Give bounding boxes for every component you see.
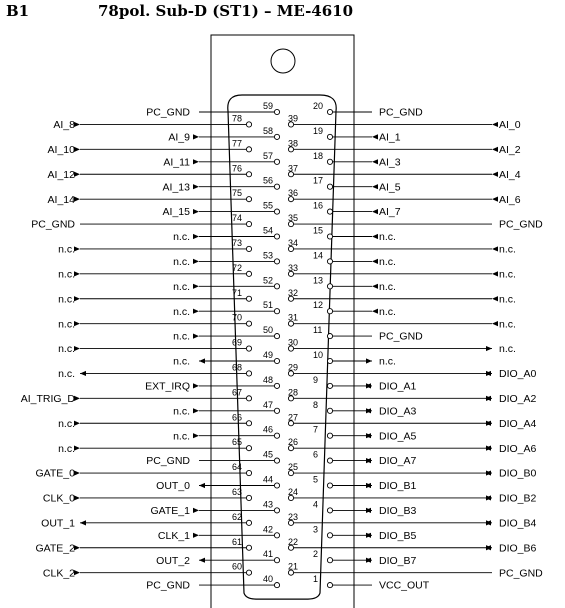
pin-61-contact <box>246 545 251 550</box>
pin-25-arrow-b <box>485 470 491 475</box>
pin-29-number: 29 <box>288 362 299 373</box>
pin-66-contact <box>246 421 251 426</box>
pin-5-contact <box>327 483 332 488</box>
pin-42-contact <box>274 533 279 538</box>
pin-48-signal: EXT_IRQ <box>145 380 190 393</box>
pin-48-number: 48 <box>263 374 274 385</box>
pin-14-signal: n.c. <box>379 256 396 268</box>
pin-47-number: 47 <box>263 399 274 410</box>
figure-label: B1 <box>6 2 30 20</box>
pin-50-contact <box>274 334 279 339</box>
pin-63-number: 63 <box>232 486 243 497</box>
pin-22-signal: DIO_B6 <box>499 542 537 555</box>
pin-12-signal: n.c. <box>379 305 396 318</box>
pin-10-contact <box>327 358 332 363</box>
pin-60-number: 60 <box>232 561 243 572</box>
pin-20-signal: PC_GND <box>379 106 423 119</box>
pin-20-contact <box>327 109 332 114</box>
pin-72-number: 72 <box>232 262 243 273</box>
figure-title: 78pol. Sub-D (ST1) – ME-4610 <box>98 2 354 20</box>
pin-44-contact <box>274 483 279 488</box>
pin-7-contact <box>327 433 332 438</box>
pin-7-arrow-b <box>365 433 371 438</box>
pin-58-contact <box>274 134 279 139</box>
pin-43-signal: GATE_1 <box>150 505 190 517</box>
pin-2-arrow-b <box>365 558 371 563</box>
pin-16-contact <box>327 209 332 214</box>
pin-37-arrow <box>492 172 498 177</box>
pin-64-signal: GATE_0 <box>35 467 75 480</box>
pin-28-arrow-b <box>485 396 491 401</box>
pin-41-contact <box>274 558 279 563</box>
pin-4-contact <box>327 508 332 513</box>
pin-22-arrow-b <box>485 545 491 550</box>
pin-49-number: 49 <box>263 350 274 360</box>
pin-28-number: 28 <box>288 387 299 398</box>
pin-71-signal: n.c. <box>58 293 75 306</box>
pin-11-number: 11 <box>313 325 323 336</box>
pin-78-contact <box>246 122 251 127</box>
pin-5-signal: DIO_B1 <box>379 480 417 493</box>
pin-64-contact <box>246 470 251 475</box>
pin-35-signal: PC_GND <box>499 218 543 231</box>
pin-54-signal: n.c. <box>173 231 190 244</box>
pin-72-contact <box>246 271 251 276</box>
pin-36-number: 36 <box>288 188 299 199</box>
pin-51-arrow <box>193 309 199 314</box>
pin-47-arrow <box>193 408 199 413</box>
pin-76-signal: AI_12 <box>47 168 75 181</box>
pin-23-number: 23 <box>288 511 299 522</box>
pin-39-number: 39 <box>288 113 299 124</box>
pin-6-contact <box>327 458 332 463</box>
pin-46-arrow <box>193 433 199 438</box>
pin-60-signal: CLK_2 <box>42 567 75 580</box>
pin-50-signal: n.c. <box>173 330 190 343</box>
pin-64-number: 64 <box>232 462 243 473</box>
pin-31-number: 31 <box>288 312 299 323</box>
pin-59-number: 59 <box>263 101 274 111</box>
pin-56-number: 56 <box>263 175 274 186</box>
pin-55-arrow <box>193 209 199 214</box>
pin-10-arrow <box>366 358 372 363</box>
pin-52-contact <box>274 284 279 289</box>
pin-27-number: 27 <box>288 412 299 423</box>
pin-23-arrow-b <box>485 520 491 525</box>
pin-45-contact <box>274 458 279 463</box>
pin-73-signal: n.c. <box>58 243 75 256</box>
pin-8-number: 8 <box>313 399 319 410</box>
pin-54-contact <box>274 234 279 239</box>
pin-19-number: 19 <box>313 125 324 136</box>
pin-16-arrow <box>372 209 378 214</box>
pin-1-number: 1 <box>313 574 319 585</box>
pin-21-signal: PC_GND <box>499 567 543 580</box>
pin-75-contact <box>246 197 251 202</box>
pin-48-contact <box>274 383 279 388</box>
pin-55-contact <box>274 209 279 214</box>
pin-41-number: 41 <box>263 549 274 560</box>
pin-75-number: 75 <box>232 188 243 199</box>
pin-41-signal: OUT_2 <box>156 554 190 567</box>
pin-26-arrow-b <box>485 446 491 451</box>
pin-47-contact <box>274 408 279 413</box>
pin-26-signal: DIO_A6 <box>499 442 537 455</box>
pin-74-number: 74 <box>232 213 243 224</box>
pin-67-contact <box>246 396 251 401</box>
pin-14-contact <box>327 259 332 264</box>
pin-37-signal: AI_4 <box>499 168 521 181</box>
pin-15-number: 15 <box>313 225 324 236</box>
pin-12-number: 12 <box>313 300 324 311</box>
pin-17-arrow <box>372 184 378 189</box>
pin-19-contact <box>327 134 332 139</box>
pin-70-signal: n.c. <box>58 318 75 331</box>
pin-11-signal: PC_GND <box>379 330 423 343</box>
pin-65-number: 65 <box>232 437 243 448</box>
pin-15-contact <box>327 234 332 239</box>
pin-20-number: 20 <box>313 101 324 111</box>
pin-30-number: 30 <box>288 337 299 348</box>
pin-74-contact <box>246 221 251 226</box>
pin-52-signal: n.c. <box>173 280 190 293</box>
pin-34-signal: n.c. <box>499 243 516 256</box>
pin-71-number: 71 <box>232 287 243 298</box>
pin-12-arrow <box>372 309 378 314</box>
pin-56-signal: AI_13 <box>162 181 190 194</box>
pin-3-number: 3 <box>313 524 319 535</box>
pin-51-number: 51 <box>263 300 274 311</box>
pin-24-signal: DIO_B2 <box>499 492 537 505</box>
pin-58-arrow <box>193 134 199 139</box>
pin-41-arrow <box>199 558 205 563</box>
d-sub-shell <box>228 95 336 599</box>
pin-50-arrow <box>193 334 199 339</box>
pin-11-contact <box>327 334 332 339</box>
pin-33-signal: n.c. <box>499 268 516 281</box>
pin-72-signal: n.c. <box>58 268 75 281</box>
pin-57-contact <box>274 159 279 164</box>
pin-24-number: 24 <box>288 486 299 497</box>
pin-43-arrow <box>193 508 199 513</box>
pin-9-number: 9 <box>313 374 319 385</box>
pin-47-signal: n.c. <box>173 405 190 418</box>
pin-27-arrow-b <box>485 421 491 426</box>
pin-46-number: 46 <box>263 424 274 435</box>
pin-3-contact <box>327 533 332 538</box>
pin-25-signal: DIO_B0 <box>499 467 537 480</box>
pin-53-contact <box>274 259 279 264</box>
pin-34-number: 34 <box>288 237 299 248</box>
pin-39-signal: AI_0 <box>499 119 521 132</box>
pin-59-contact <box>274 109 279 114</box>
pin-43-contact <box>274 508 279 513</box>
pin-68-arrow <box>80 371 86 376</box>
pin-6-arrow-b <box>365 458 371 463</box>
pin-67-signal: AI_TRIG_D <box>20 392 75 405</box>
pin-32-number: 32 <box>288 287 299 298</box>
pin-69-contact <box>246 346 251 351</box>
pin-56-arrow <box>193 184 199 189</box>
pin-9-signal: DIO_A1 <box>379 380 417 393</box>
pin-42-signal: CLK_1 <box>157 529 190 542</box>
pin-23-signal: DIO_B4 <box>499 517 537 530</box>
pin-70-number: 70 <box>232 312 243 323</box>
pin-30-signal: n.c. <box>499 343 516 356</box>
pin-46-signal: n.c. <box>173 430 190 443</box>
pin-37-number: 37 <box>288 163 299 174</box>
pin-29-signal: DIO_A0 <box>499 368 537 381</box>
pin-44-signal: OUT_0 <box>156 480 190 493</box>
pin-49-signal: n.c. <box>173 355 190 368</box>
pin-54-number: 54 <box>263 225 274 236</box>
pin-62-number: 62 <box>232 511 243 522</box>
pin-73-number: 73 <box>232 237 243 248</box>
pin-6-signal: DIO_A7 <box>379 455 417 468</box>
pin-16-signal: AI_7 <box>379 206 401 219</box>
pin-8-contact <box>327 408 332 413</box>
pin-14-number: 14 <box>313 250 324 261</box>
pin-78-signal: AI_8 <box>53 119 75 132</box>
pin-62-contact <box>246 520 251 525</box>
pin-16-number: 16 <box>313 200 324 211</box>
pin-74-signal: PC_GND <box>31 218 75 231</box>
mounting-hole <box>271 49 295 73</box>
pin-22-number: 22 <box>288 536 299 547</box>
pin-69-signal: n.c. <box>58 343 75 356</box>
pin-43-number: 43 <box>263 499 274 510</box>
pin-65-contact <box>246 446 251 451</box>
pin-31-arrow <box>492 321 498 326</box>
pin-32-signal: n.c. <box>499 293 516 306</box>
pin-35-number: 35 <box>288 213 299 224</box>
pin-46-contact <box>274 433 279 438</box>
pin-4-number: 4 <box>313 499 319 510</box>
pin-30-arrow <box>486 346 492 351</box>
pin-50-number: 50 <box>263 325 274 336</box>
pin-38-arrow <box>492 147 498 152</box>
pin-42-arrow <box>193 533 199 538</box>
pin-59-signal: PC_GND <box>146 106 190 119</box>
pin-68-contact <box>246 371 251 376</box>
pin-76-number: 76 <box>232 163 243 174</box>
pin-53-arrow <box>193 259 199 264</box>
pin-55-signal: AI_15 <box>162 206 190 219</box>
pin-2-signal: DIO_B7 <box>379 554 417 567</box>
pin-19-signal: AI_1 <box>379 131 401 144</box>
pin-21-number: 21 <box>288 561 299 572</box>
pin-25-number: 25 <box>288 462 299 473</box>
pin-62-signal: OUT_1 <box>41 517 75 530</box>
pin-12-contact <box>327 309 332 314</box>
pin-18-number: 18 <box>313 150 324 161</box>
pin-38-number: 38 <box>288 138 299 149</box>
pin-57-signal: AI_11 <box>163 156 190 169</box>
pin-7-signal: DIO_A5 <box>379 430 417 443</box>
pin-66-number: 66 <box>232 412 243 423</box>
pin-15-arrow <box>372 234 378 239</box>
pin-68-number: 68 <box>232 362 243 373</box>
pin-51-signal: n.c. <box>173 305 190 318</box>
pin-5-arrow-b <box>365 483 371 488</box>
pin-28-signal: DIO_A2 <box>499 392 537 405</box>
pin-17-signal: AI_5 <box>379 181 401 194</box>
pin-9-arrow-b <box>365 383 371 388</box>
pin-1-contact <box>327 583 332 588</box>
pin-49-arrow <box>199 358 205 363</box>
pin-17-contact <box>327 184 332 189</box>
pin-18-signal: AI_3 <box>379 156 401 169</box>
pin-77-contact <box>246 147 251 152</box>
pin-18-arrow <box>372 159 378 164</box>
pin-13-number: 13 <box>313 275 324 286</box>
pin-17-number: 17 <box>313 175 324 186</box>
pin-3-arrow-b <box>365 533 371 538</box>
pin-36-signal: AI_6 <box>499 193 521 206</box>
pin-9-contact <box>327 383 332 388</box>
pin-44-arrow <box>199 483 205 488</box>
pin-40-signal: PC_GND <box>146 579 190 592</box>
pin-57-number: 57 <box>263 150 274 161</box>
pin-48-arrow <box>193 383 199 388</box>
pin-13-contact <box>327 284 332 289</box>
pin-13-arrow <box>372 284 378 289</box>
pin-6-number: 6 <box>313 449 319 460</box>
pin-19-arrow <box>372 134 378 139</box>
pin-34-arrow <box>492 246 498 251</box>
pin-49-contact <box>274 358 279 363</box>
pin-4-signal: DIO_B3 <box>379 505 417 517</box>
pin-42-number: 42 <box>263 524 274 535</box>
pin-73-contact <box>246 246 251 251</box>
pin-40-number: 40 <box>263 574 274 585</box>
pin-78-number: 78 <box>232 113 243 124</box>
pin-63-signal: CLK_0 <box>42 492 75 505</box>
pin-75-signal: AI_14 <box>47 193 75 206</box>
pin-18-contact <box>327 159 332 164</box>
pin-15-signal: n.c. <box>379 231 396 244</box>
pin-57-arrow <box>193 159 199 164</box>
pin-24-arrow-b <box>485 495 491 500</box>
pin-44-number: 44 <box>263 474 274 485</box>
pin-8-signal: DIO_A3 <box>379 405 417 418</box>
pin-2-contact <box>327 558 332 563</box>
pin-26-number: 26 <box>288 437 299 448</box>
pin-58-number: 58 <box>263 125 274 136</box>
pin-52-arrow <box>193 284 199 289</box>
pin-8-arrow-b <box>365 408 371 413</box>
pin-36-arrow <box>492 197 498 202</box>
pin-67-number: 67 <box>232 387 243 398</box>
pin-31-signal: n.c. <box>499 318 516 331</box>
pin-33-arrow <box>492 271 498 276</box>
pin-45-number: 45 <box>263 449 274 460</box>
pin-7-number: 7 <box>313 424 319 435</box>
pin-27-signal: DIO_A4 <box>499 417 537 430</box>
pin-10-number: 10 <box>313 350 324 360</box>
pin-70-contact <box>246 321 251 326</box>
pin-60-contact <box>246 570 251 575</box>
pin-4-arrow-b <box>365 508 371 513</box>
pin-62-arrow <box>80 520 86 525</box>
pin-45-signal: PC_GND <box>146 455 190 468</box>
pin-29-arrow-b <box>485 371 491 376</box>
pin-54-arrow <box>193 234 199 239</box>
pin-5-number: 5 <box>313 474 319 485</box>
pin-63-contact <box>246 495 251 500</box>
pin-10-signal: n.c. <box>379 355 396 368</box>
pin-53-number: 53 <box>263 250 274 261</box>
pin-33-number: 33 <box>288 262 299 273</box>
pin-61-number: 61 <box>232 536 243 547</box>
pin-56-contact <box>274 184 279 189</box>
pin-32-arrow <box>492 296 498 301</box>
pin-40-contact <box>274 583 279 588</box>
pin-77-signal: AI_10 <box>47 143 75 156</box>
pin-61-signal: GATE_2 <box>35 542 75 555</box>
pin-52-number: 52 <box>263 275 274 286</box>
pin-51-contact <box>274 309 279 314</box>
pin-65-signal: n.c. <box>58 442 75 455</box>
pin-76-contact <box>246 172 251 177</box>
pin-2-number: 2 <box>313 549 319 560</box>
pin-77-number: 77 <box>232 138 243 149</box>
pin-38-signal: AI_2 <box>499 143 521 156</box>
pin-69-number: 69 <box>232 337 243 348</box>
pin-14-arrow <box>372 259 378 264</box>
pin-55-number: 55 <box>263 200 274 211</box>
pin-71-contact <box>246 296 251 301</box>
pin-58-signal: AI_9 <box>168 131 190 144</box>
pin-39-arrow <box>492 122 498 127</box>
pin-53-signal: n.c. <box>173 256 190 268</box>
pin-3-signal: DIO_B5 <box>379 529 417 542</box>
pin-68-signal: n.c. <box>58 368 75 381</box>
pin-66-signal: n.c. <box>58 417 75 430</box>
pin-13-signal: n.c. <box>379 280 396 293</box>
pin-1-signal: VCC_OUT <box>379 579 430 592</box>
